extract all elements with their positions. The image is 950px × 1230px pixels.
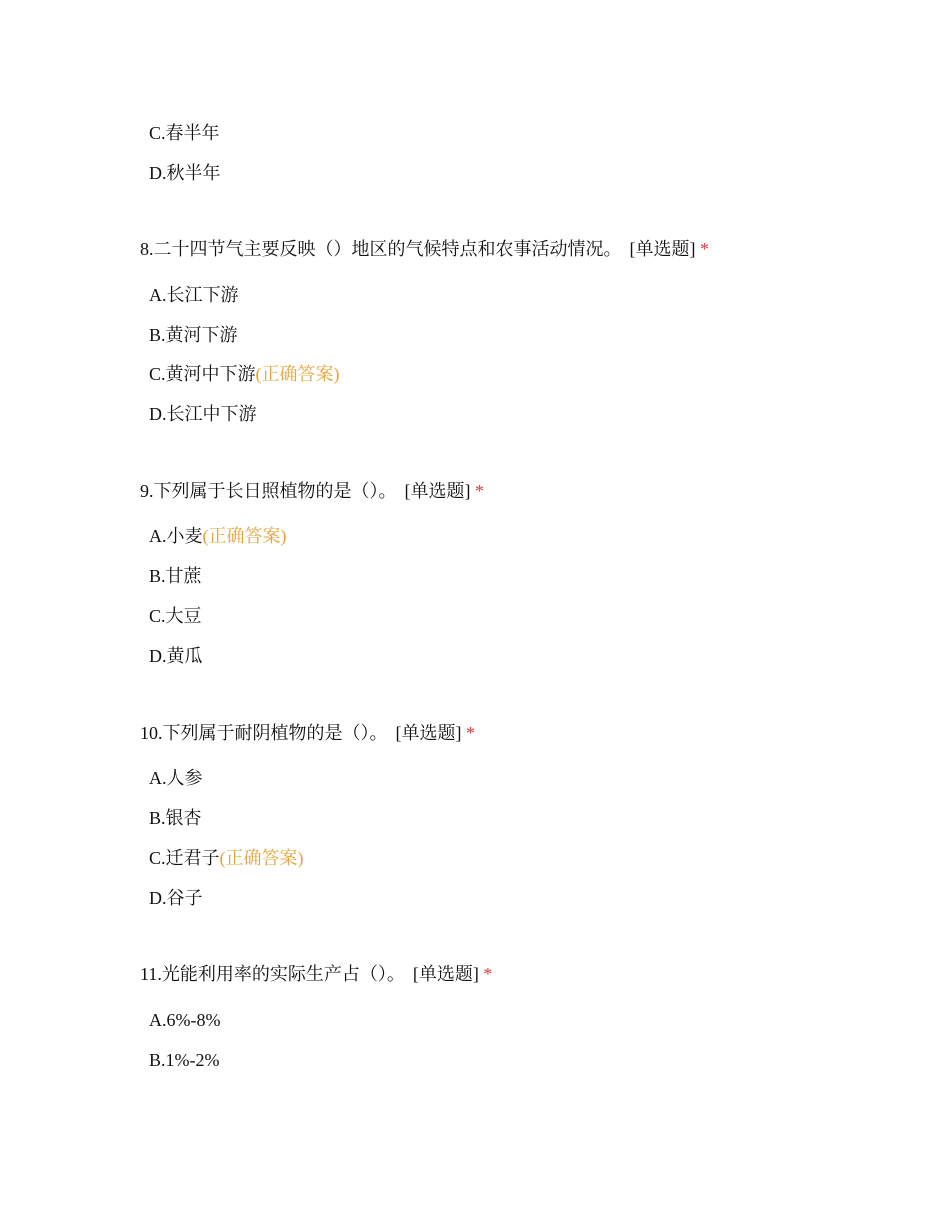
q10-option-d xyxy=(149,887,203,909)
option-text: 人参 xyxy=(166,768,203,788)
q8-option-d xyxy=(149,403,257,425)
option-letter: B. xyxy=(149,325,166,345)
option-letter: D. xyxy=(149,404,167,424)
q10-option-a xyxy=(149,767,203,789)
option-text: 6%-8% xyxy=(166,1010,221,1030)
question-type: [单选题] xyxy=(395,723,462,743)
question-type: [单选题] xyxy=(404,481,471,501)
question-number: 8. xyxy=(140,239,154,259)
correct-answer-mark: (正确答案) xyxy=(202,526,287,546)
q11-option-a xyxy=(149,1009,220,1031)
question-number: 9. xyxy=(140,481,154,501)
option-letter: B. xyxy=(149,1050,166,1070)
option-text: 银杏 xyxy=(165,808,202,828)
correct-answer-mark: (正确答案) xyxy=(255,364,340,384)
required-mark: * xyxy=(475,481,484,501)
option-text: 春半年 xyxy=(165,123,220,143)
q7-option-d xyxy=(149,162,221,184)
required-mark: * xyxy=(700,239,709,259)
option-letter: A. xyxy=(149,1010,167,1030)
q9-title xyxy=(140,480,484,502)
option-text: 大豆 xyxy=(165,606,202,626)
q9-option-a xyxy=(149,525,287,547)
option-letter: B. xyxy=(149,808,166,828)
option-letter: D. xyxy=(149,646,167,666)
option-letter: B. xyxy=(149,566,166,586)
option-letter: D. xyxy=(149,163,167,183)
q10-option-b xyxy=(149,807,202,829)
option-text: 甘蔗 xyxy=(165,566,202,586)
q8-option-b xyxy=(149,324,238,346)
q9-option-c xyxy=(149,605,202,627)
q8-option-a xyxy=(149,284,239,306)
option-letter: C. xyxy=(149,364,166,384)
q7-option-c xyxy=(149,122,220,144)
option-text: 谷子 xyxy=(166,888,203,908)
option-letter: A. xyxy=(149,768,167,788)
question-text: 二十四节气主要反映（）地区的气候特点和农事活动情况。 xyxy=(153,239,622,259)
required-mark: * xyxy=(483,964,493,984)
option-text: 黄河下游 xyxy=(165,325,238,345)
question-text: 下列属于长日照植物的是（）。 xyxy=(153,481,397,501)
option-text: 迁君子 xyxy=(165,848,220,868)
option-text: 长江中下游 xyxy=(166,404,257,424)
option-text: 黄瓜 xyxy=(166,646,203,666)
option-text: 小麦 xyxy=(166,526,203,546)
question-type: [单选题] xyxy=(412,964,479,984)
q9-option-b xyxy=(149,565,202,587)
option-text: 长江下游 xyxy=(166,285,239,305)
question-text: 下列属于耐阴植物的是（）。 xyxy=(162,723,388,743)
question-number: 10. xyxy=(140,723,163,743)
q8-title xyxy=(140,238,709,260)
q11-option-b xyxy=(149,1049,220,1071)
question-text: 光能利用率的实际生产占（）。 xyxy=(161,964,405,984)
option-letter: C. xyxy=(149,606,166,626)
q10-title xyxy=(140,722,475,744)
option-text: 1%-2% xyxy=(165,1050,220,1070)
correct-answer-mark: (正确答案) xyxy=(219,848,304,868)
option-text: 黄河中下游 xyxy=(165,364,256,384)
option-letter: D. xyxy=(149,888,167,908)
q9-option-d xyxy=(149,645,203,667)
q8-option-c xyxy=(149,363,340,385)
option-letter: C. xyxy=(149,123,166,143)
option-letter: C. xyxy=(149,848,166,868)
required-mark: * xyxy=(466,723,475,743)
option-text: 秋半年 xyxy=(166,163,221,183)
option-letter: A. xyxy=(149,285,167,305)
question-number: 11. xyxy=(140,964,162,984)
q10-option-c xyxy=(149,847,304,869)
option-letter: A. xyxy=(149,526,167,546)
question-type: [单选题] xyxy=(629,239,696,259)
q11-title xyxy=(140,963,492,985)
